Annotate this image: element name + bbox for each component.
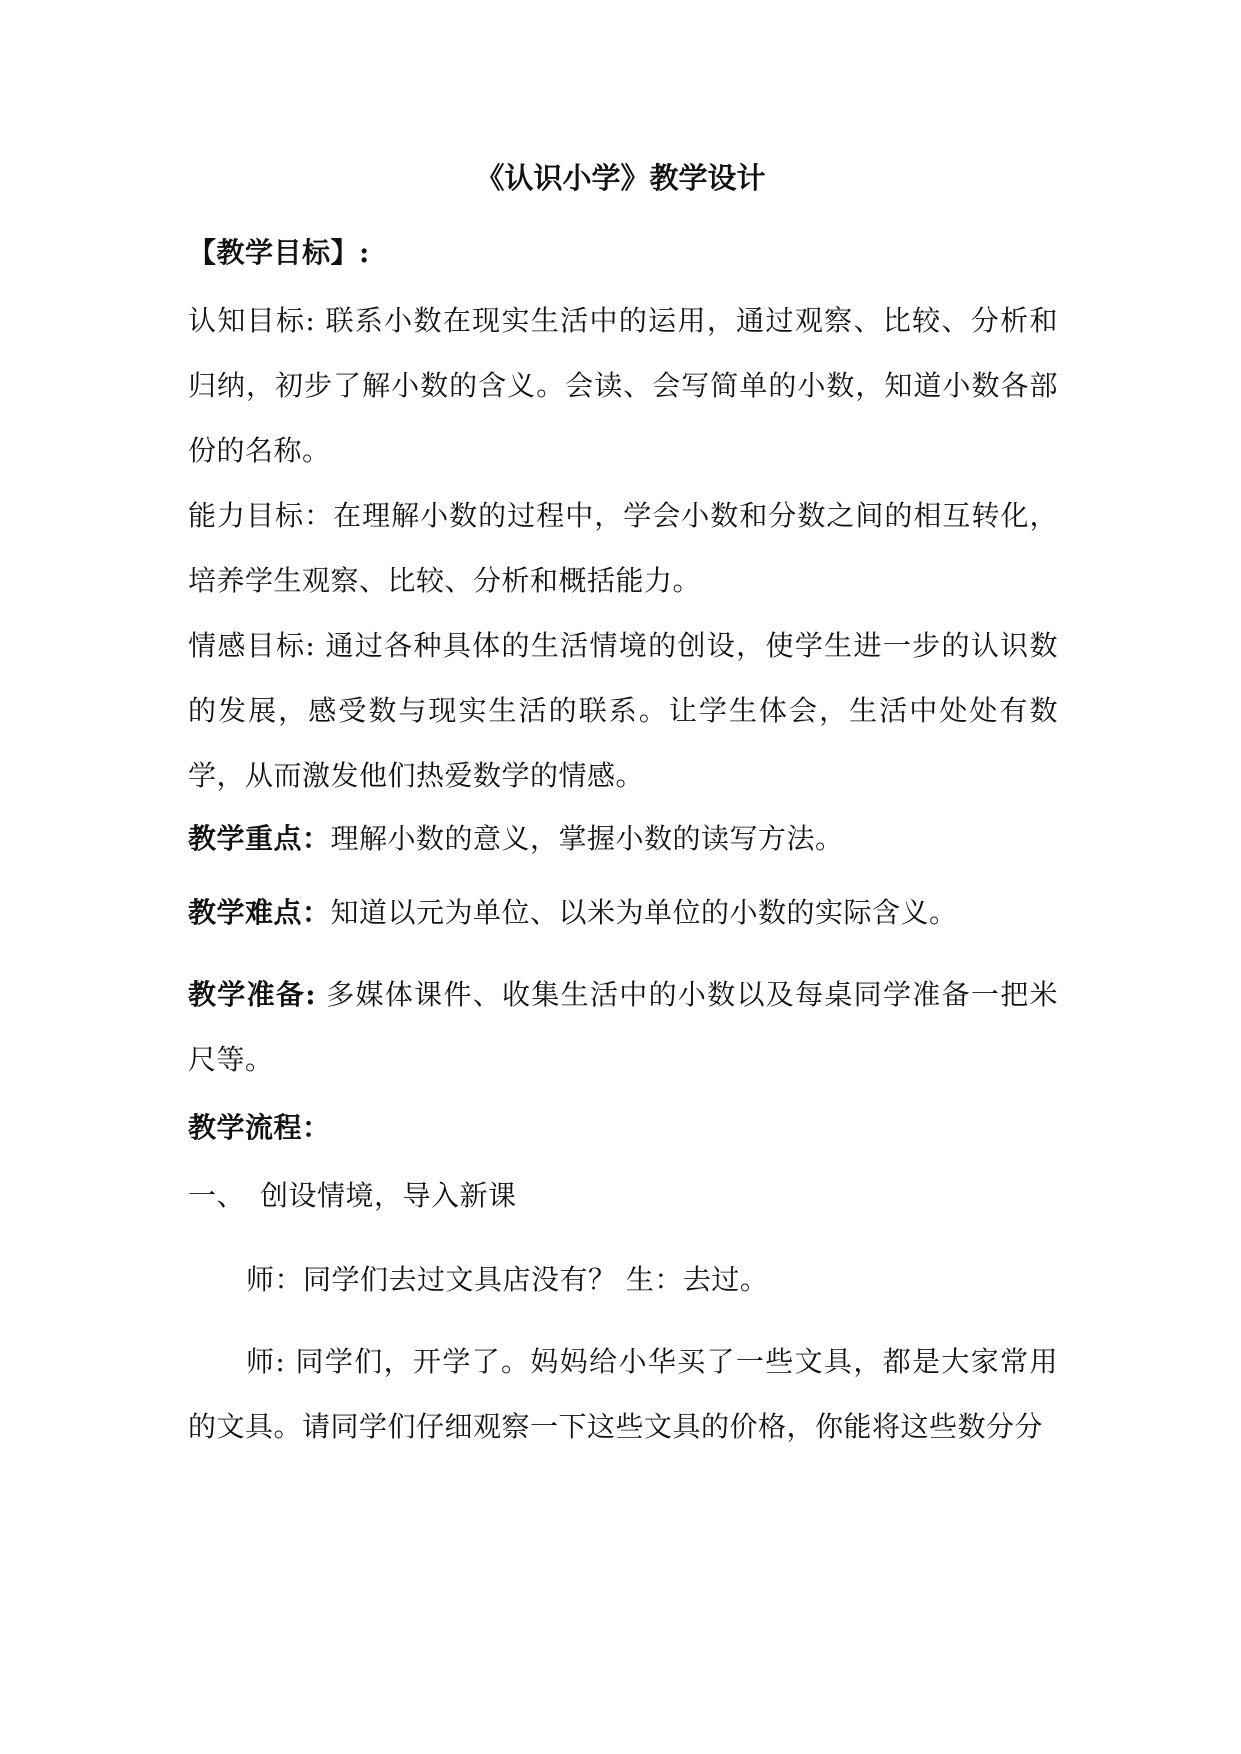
preparation-label: 教学准备: xyxy=(188,978,317,1011)
section-one-heading xyxy=(188,1163,1058,1228)
dialogue-line-2: 师: 同学们，开学了。妈妈给小华买了一些文具，都是大家常用的文具。请同学们仔细观察一下这些文具的价格，你能将这些数分分 xyxy=(188,1345,1058,1443)
ability-objective-text: 在理解小数的过程中，学会小数和分数之间的相互转化，培养学生观察、比较、分析和概括能力。 xyxy=(188,499,1058,597)
teaching-preparation xyxy=(188,962,1058,1092)
difficulty-label: 教学难点： xyxy=(188,896,331,929)
section-one-text: 创设情境，导入新课 xyxy=(260,1179,517,1212)
key-point xyxy=(188,806,1058,871)
objectives-heading: 【教学目标】: xyxy=(188,236,370,269)
key-point-label: 教学重点： xyxy=(188,822,331,855)
difficulty-text: 知道以元为单位、以米为单位的小数的实际含义。 xyxy=(330,896,958,929)
key-point-text: 理解小数的意义，掌握小数的读写方法。 xyxy=(330,822,844,855)
emotion-objective-text: 通过各种具体的生活情境的创设，使学生进一步的认识数的发展，感受数与现实生活的联系。让学生体会，生活中处处有数学，从而激发他们热爱数学的情感。 xyxy=(188,629,1059,792)
cognitive-objective-label: 认知目标: xyxy=(188,304,316,337)
difficulty-point xyxy=(188,880,1058,945)
cognitive-objective-text: 联系小数在现实生活中的运用，通过观察、比较、分析和归纳，初步了解小数的含义。会读、会写简单的小数，知道小数各部份的名称。 xyxy=(188,304,1059,467)
ability-objective-label: 能力目标： xyxy=(188,499,334,532)
emotion-objective-label: 情感目标: xyxy=(188,629,316,662)
document-title: 《认识小学》教学设计 xyxy=(475,161,766,195)
emotion-objective xyxy=(188,613,1058,808)
process-heading: 教学流程： xyxy=(188,1111,331,1144)
section-one-number: 一、 xyxy=(188,1179,246,1212)
preparation-text: 多媒体课件、收集生活中的小数以及每桌同学准备一把米尺等。 xyxy=(188,978,1058,1076)
dialogue-line-1: 师：同学们去过文具店没有？ 生：去过。 xyxy=(246,1263,769,1296)
cognitive-objective xyxy=(188,288,1058,483)
ability-objective xyxy=(188,483,1058,613)
